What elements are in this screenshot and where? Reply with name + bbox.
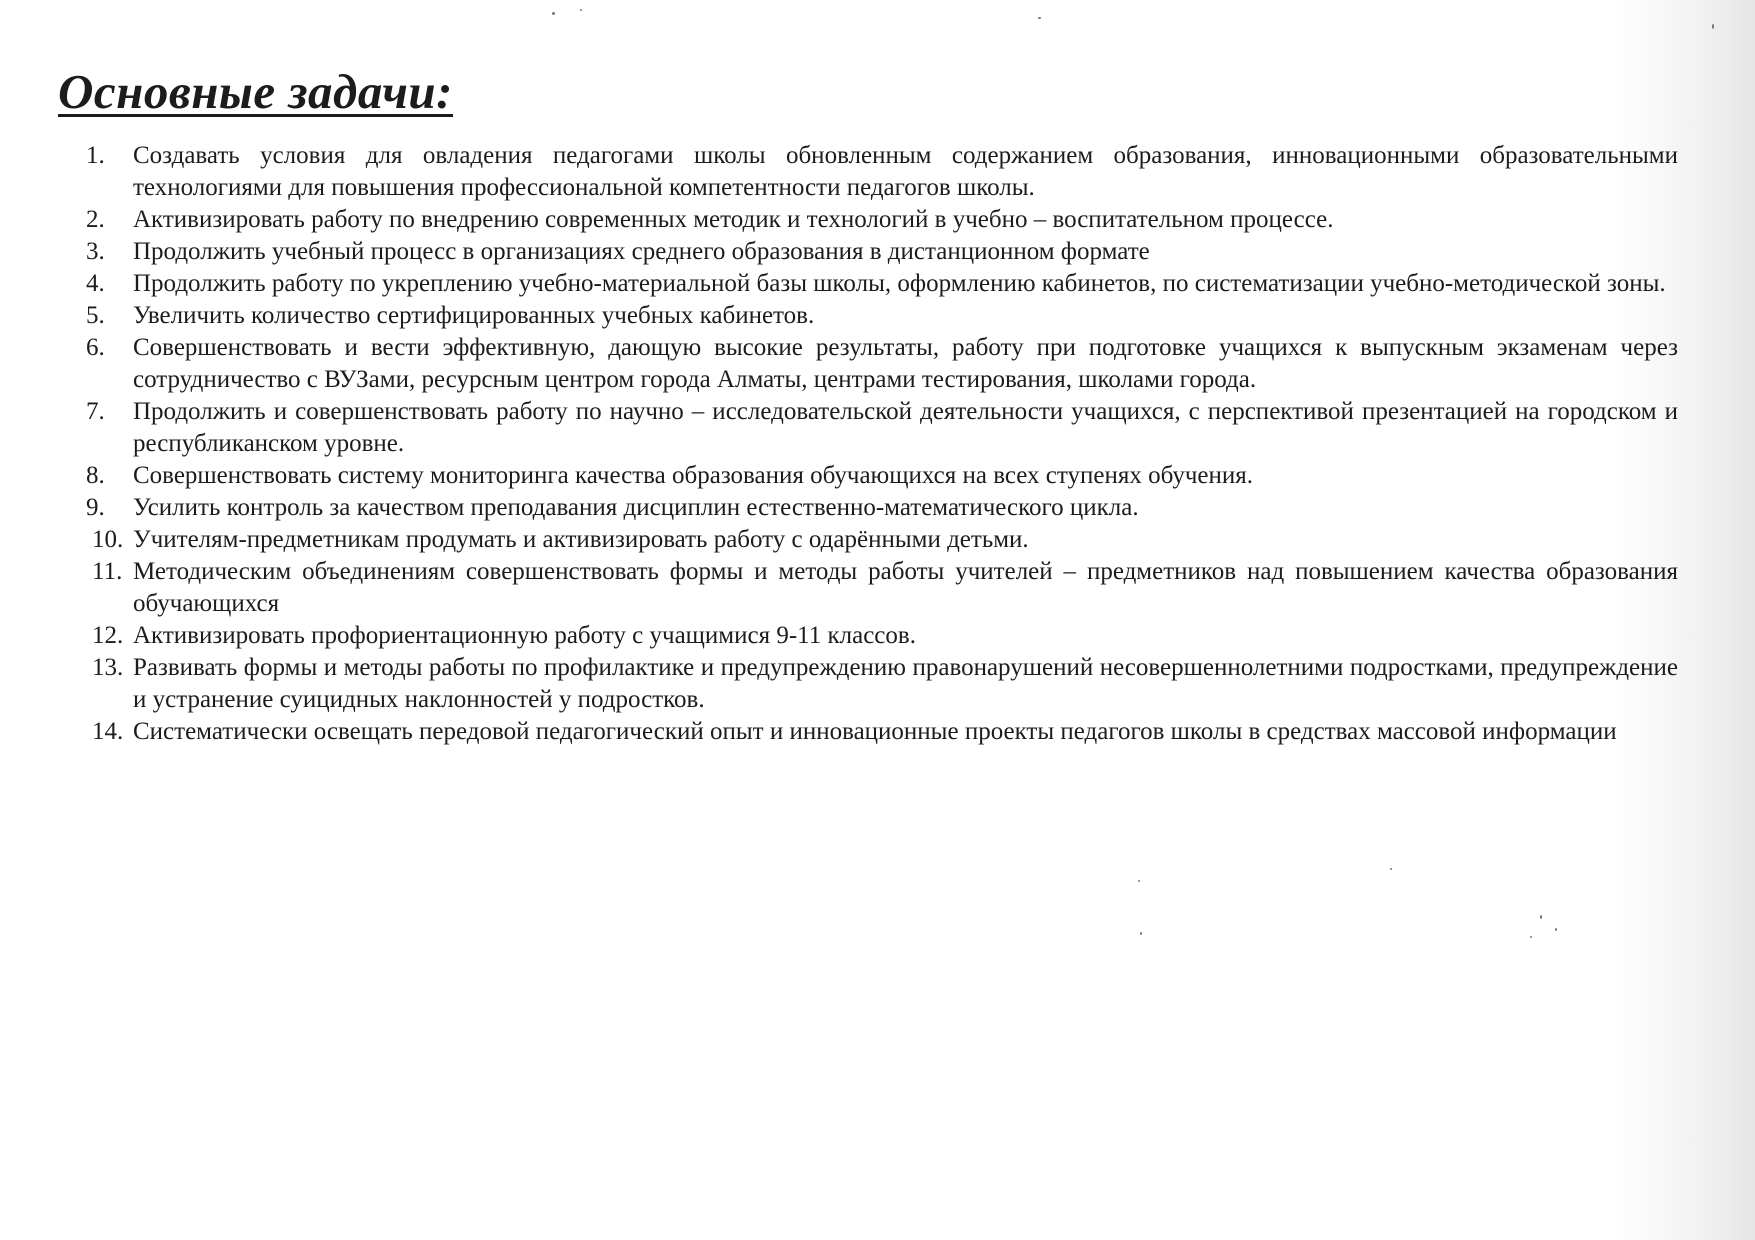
task-text: Увеличить количество сертифицированных учебных кабинетов. (133, 302, 815, 329)
task-text: Продолжить работу по укреплению учебно-материальной базы школы, оформлению кабинетов, по систематизации учебно-методической зоны. (133, 270, 1666, 297)
task-text: Активизировать работу по внедрению современных методик и технологий в учебно – воспитательном процессе. (133, 206, 1334, 233)
task-text: Учителям-предметникам продумать и активизировать работу с одарёнными детьми. (133, 526, 1029, 553)
task-number: 4. (86, 270, 105, 297)
task-number: 10. (92, 526, 124, 553)
task-item-5 (58, 300, 1678, 332)
task-number: 12. (92, 622, 124, 649)
task-text: Развивать формы и методы работы по профилактике и предупреждению правонарушений несовершеннолетними подростками, предупреждение и устранение суицидных наклонностей у подростков. (133, 654, 1678, 713)
task-item-4 (58, 268, 1678, 300)
task-text: Методическим объединениям совершенствовать формы и методы работы учителей – предметников над повышением качества образования обучающихся (133, 558, 1678, 617)
task-text: Продолжить и совершенствовать работу по научно – исследовательской деятельности учащихся, с перспективой презентацией на городском и республиканском уровне. (133, 398, 1678, 457)
task-text: Усилить контроль за качеством преподавания дисциплин естественно-математического цикла. (133, 494, 1139, 521)
task-number: 7. (86, 398, 105, 425)
task-item-10 (58, 524, 1678, 556)
scan-speck (580, 9, 582, 11)
task-item-7 (58, 396, 1678, 460)
task-item-14 (58, 716, 1678, 748)
scan-speck (1140, 932, 1142, 935)
task-item-11 (58, 556, 1678, 620)
task-text: Продолжить учебный процесс в организациях среднего образования в дистанционном формате (133, 238, 1150, 265)
task-number: 8. (86, 462, 105, 489)
task-list (58, 140, 1678, 748)
task-text: Активизировать профориентационную работу с учащимися 9-11 классов. (133, 622, 916, 649)
scan-speck (1540, 915, 1542, 919)
task-number: 6. (86, 334, 105, 361)
task-item-12 (58, 620, 1678, 652)
scan-speck (1712, 24, 1714, 29)
scan-speck (552, 12, 555, 15)
task-text: Совершенствовать систему мониторинга качества образования обучающихся на всех ступенях обучения. (133, 462, 1254, 489)
scan-speck (1038, 17, 1041, 19)
task-number: 9. (86, 494, 105, 521)
task-item-6 (58, 332, 1678, 396)
task-item-3 (58, 236, 1678, 268)
task-number: 2. (86, 206, 105, 233)
task-item-13 (58, 652, 1678, 716)
task-text: Систематически освещать передовой педагогический опыт и инновационные проекты педагогов школы в средствах массовой информации (133, 718, 1617, 745)
scan-speck (1530, 936, 1532, 938)
task-number: 3. (86, 238, 105, 265)
scan-speck (1390, 868, 1392, 870)
task-text: Совершенствовать и вести эффективную, дающую высокие результаты, работу при подготовке учащихся к выпускным экзаменам через сотрудничество с ВУЗами, ресурсным центром города Алматы, центрами тестирования, школами города. (133, 334, 1678, 393)
page-title: Основные задачи: (58, 64, 453, 119)
task-text: Создавать условия для овладения педагогами школы обновленным содержанием образования, инновационными образовательными технологиями для повышения профессиональной компетентности педагогов школы. (133, 142, 1678, 201)
task-number: 1. (86, 142, 105, 169)
task-number: 5. (86, 302, 105, 329)
task-item-1 (58, 140, 1678, 204)
task-item-9 (58, 492, 1678, 524)
task-item-8 (58, 460, 1678, 492)
scan-speck (1555, 928, 1557, 931)
task-number: 13. (92, 654, 124, 681)
scan-speck (1138, 880, 1140, 882)
task-number: 14. (92, 718, 124, 745)
task-item-2 (58, 204, 1678, 236)
task-number: 11. (92, 558, 123, 585)
